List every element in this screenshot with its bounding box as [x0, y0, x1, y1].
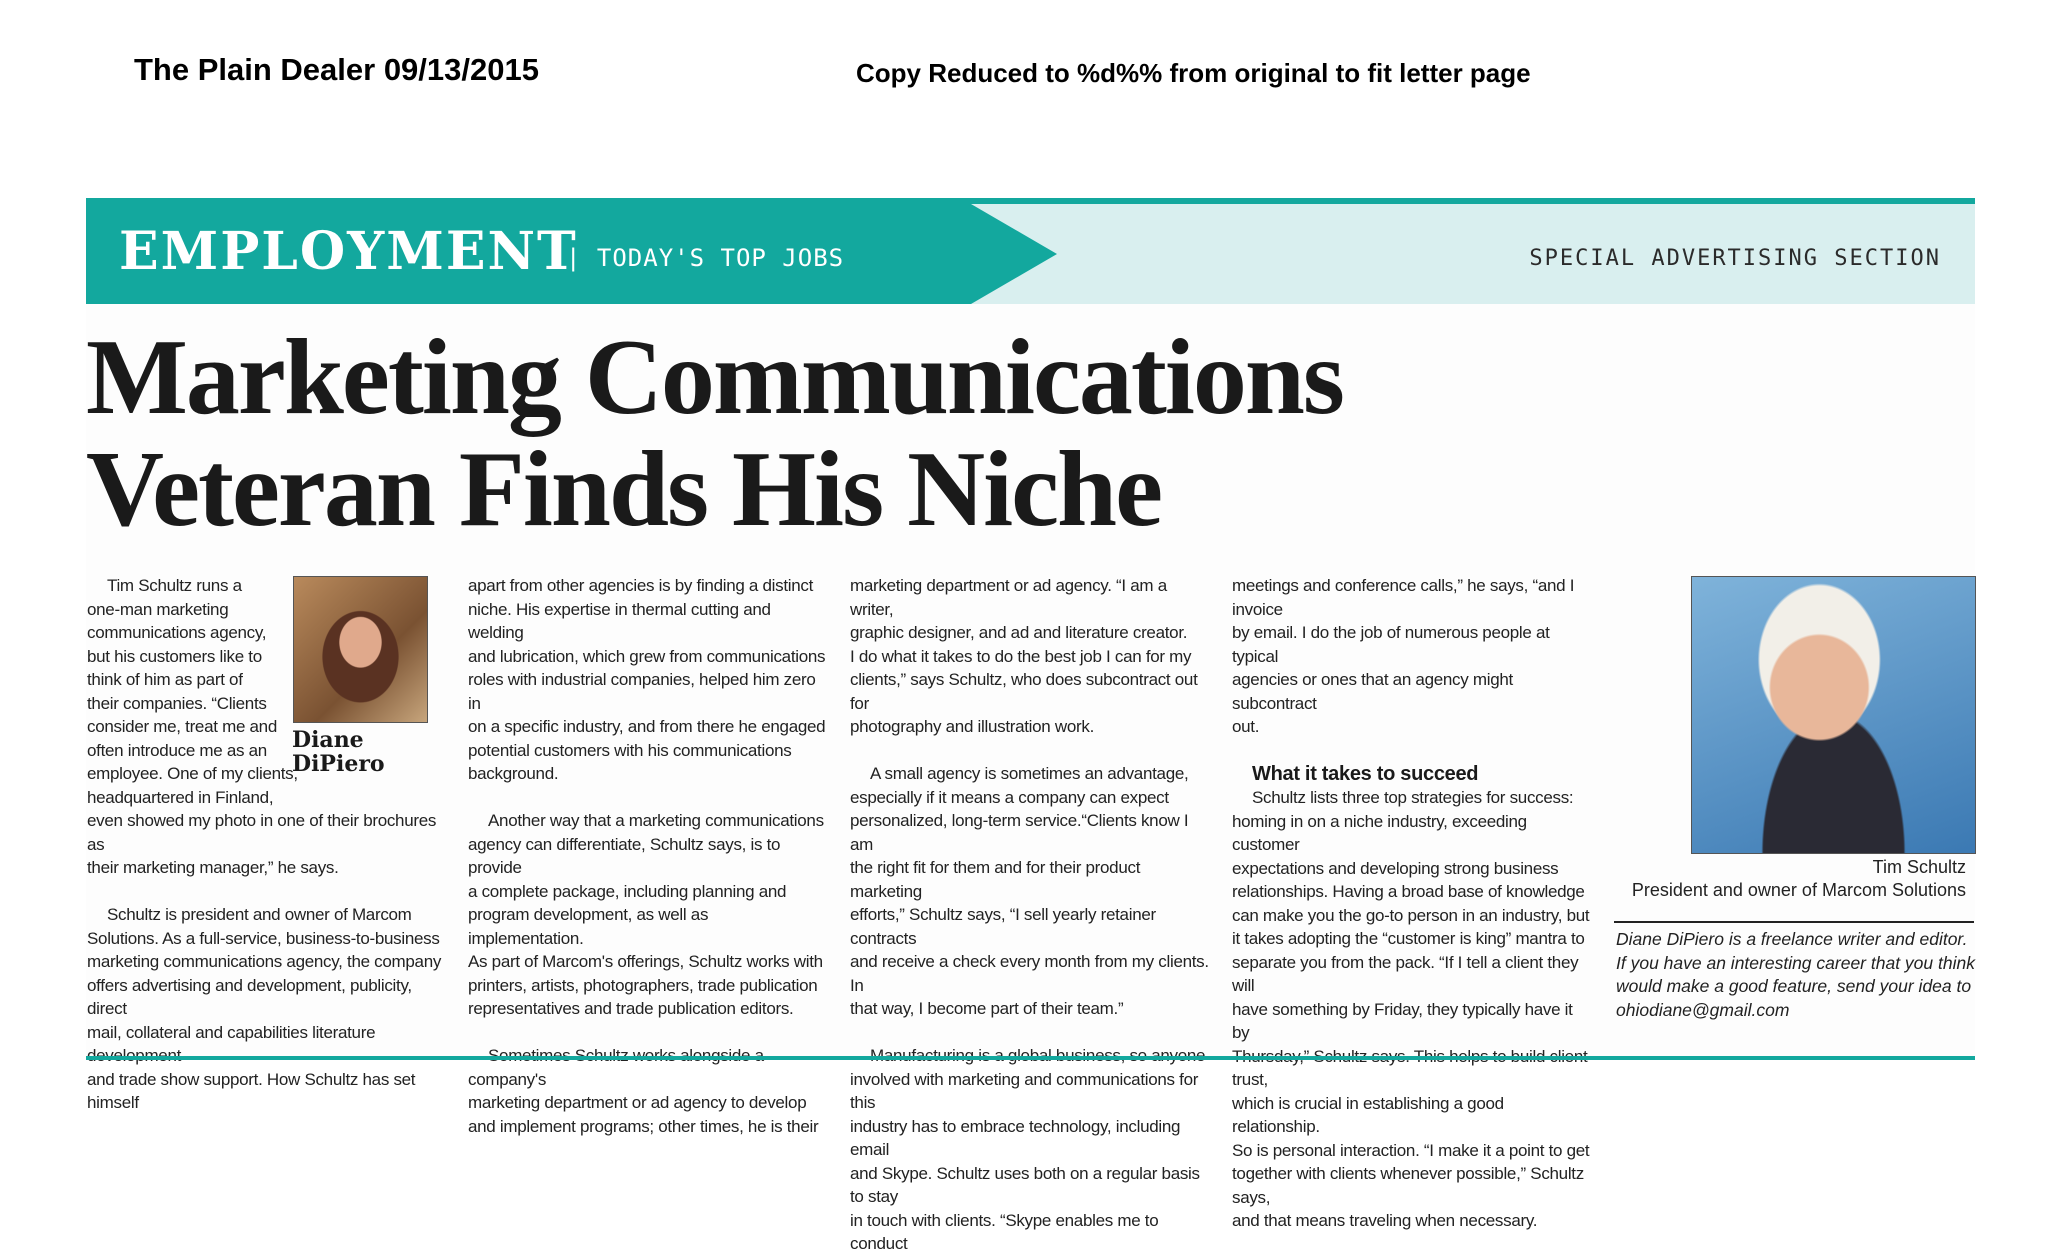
author-note: Diane DiPiero is a freelance writer and editor. If you have an interesting career that you think would make a good feature, send your idea to ohiodiane@gmail.com — [1616, 929, 1975, 1020]
paragraph: A small agency is sometimes an advantage, especially if it means a company can expect personalized, long-term service.“Clients know I am the right fit for them and for their product marketing efforts,” Schultz says, “I sell yearly retainer contracts and receive a check every month from my clients. In that way, I become part of their team.” — [850, 764, 1209, 1018]
note-divider — [1614, 921, 1974, 923]
headline-line-1: Marketing Communications — [86, 318, 1343, 437]
paragraph: company's marketing department or ad agency to develop and implement programs; other times, he is their — [468, 1069, 819, 1136]
section-title: EMPLOYMENT — [119, 221, 578, 282]
paragraph: Schultz lists three top strategies for success: homing in on a niche industry, exceeding customer expectations and developing strong business relationships. Having a broad base of knowledge can make you the go-to person in an industry, but it takes adopting the “customer is king” mantra to separate you from the pack. “If I tell a client they will have something by Friday, they typically have it by trust, which is crucial in establishing a good relationship. So is personal interaction. “I make it a point to get together with clients whenever possible,” Schultz says, and that means traveling when necessary. — [1232, 788, 1590, 1230]
paragraph: involved with marketing and communications for this industry has to embrace technology, including email and Skype. Schultz uses both on a regular basis to stay in touch with clients. “Skype enables me to conduct — [850, 1069, 1200, 1253]
paragraph: apart from other agencies is by finding a distinct niche. His expertise in thermal cutting and welding and lubrication, which grew from communications roles with industrial companies, helped him zero in on a specific industry, and from there he engaged potential customers with his communications background. — [468, 576, 826, 783]
article-column-4 — [1232, 574, 1592, 1233]
article-column-3 — [850, 574, 1210, 1256]
newspaper-clipping — [86, 198, 1975, 1253]
caption-name: Tim Schultz — [1872, 857, 1966, 877]
subject-photo — [1691, 576, 1976, 854]
headline-line-2: Veteran Finds His Niche — [86, 430, 1162, 549]
author-photo — [293, 576, 428, 723]
special-advertising-label: SPECIAL ADVERTISING SECTION — [1529, 246, 1941, 271]
headline — [86, 318, 1486, 549]
section-subtitle: | TODAY'S TOP JOBS — [566, 244, 845, 272]
paragraph: Schultz is president and owner of Marcom Solutions. As a full-service, business-to-business marketing communications agency, the company offers advertising and development, publicity, direct mail, collateral and capabilities literature and trade show support. How Schultz has set himself — [87, 905, 442, 1112]
paragraph: meetings and conference calls,” he says, “and I invoice by email. I do the job of numerous people at typical agencies or ones that an agency might subcontract out. — [1232, 576, 1575, 736]
photo-caption — [1621, 856, 1966, 902]
banner-arrow — [971, 204, 1057, 304]
byline-first-name: Diane — [292, 727, 364, 753]
paragraph: marketing department or ad agency. “I am a writer, graphic designer, and ad and literature creator. I do what it takes to do the best job I can for my clients,” says Schultz, who does subcontract out for photography and illustration work. — [850, 576, 1198, 736]
author-byline — [292, 728, 385, 776]
subheading: What it takes to succeed — [1252, 763, 1479, 785]
byline-last-name: DiPiero — [292, 751, 385, 777]
article-column-2 — [468, 574, 828, 1138]
source-dateline: The Plain Dealer 09/13/2015 — [134, 52, 539, 87]
bottom-rule — [86, 1056, 1975, 1060]
copy-reduced-note: Copy Reduced to %d%% from original to fit letter page — [856, 58, 1531, 88]
paragraph: Tim Schultz runs a one-man marketing communications agency, but his customers like to think of him as part of their companies. “Clients consider me, treat me and often introduce me as an employee. One of my clients, headquartered in Finland, even showed my photo in one of their brochures as their marketing manager,” he says. — [87, 576, 437, 877]
paragraph: Another way that a marketing communications agency can differentiate, Schultz says, is to provide a complete package, including planning and program development, as well as implementation. As part of Marcom's offerings, Schultz works with printers, artists, photographers, trade publication representatives and trade publication editors. — [468, 811, 824, 1018]
caption-title: President and owner of Marcom Solutions — [1631, 880, 1966, 900]
